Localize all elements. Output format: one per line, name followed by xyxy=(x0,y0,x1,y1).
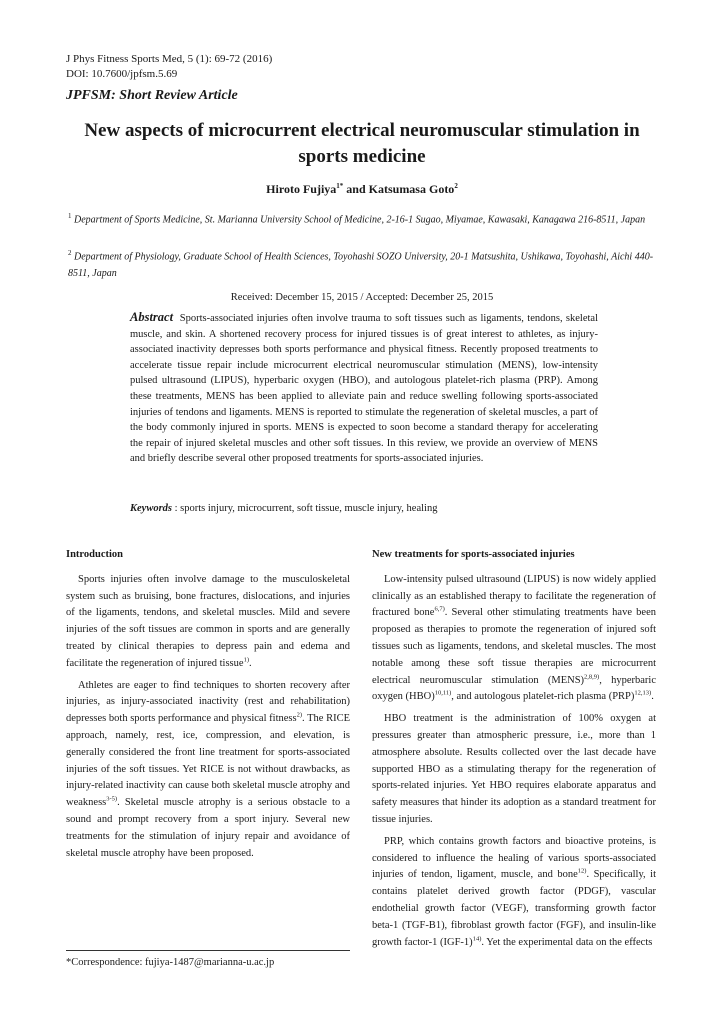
paragraph-text: PRP, which contains growth factors and bioactive proteins, is considered to influence the healing of various sports-associated injuries of tendon, ligament, muscle, and bone xyxy=(372,835,656,881)
author-name: Hiroto Fujiya xyxy=(266,182,337,196)
keywords-text: : sports injury, microcurrent, soft tissue, muscle injury, healing xyxy=(172,503,438,514)
correspondence-footnote: *Correspondence: fujiya-1487@marianna-u.ac.jp xyxy=(66,957,275,968)
section-heading-introduction: Introduction xyxy=(66,549,123,560)
paragraph-text: . Skeletal muscle atrophy is a serious obstacle to a sound and prompt recovery from a sport injury. Several new treatments for the stimulation of injury repair and avoidance of skeletal muscle atrophy have been proposed. xyxy=(66,797,350,859)
footnote-divider xyxy=(66,950,350,951)
left-column xyxy=(66,547,350,867)
reference-mark: 6,7) xyxy=(434,605,445,613)
abstract xyxy=(130,310,598,467)
paper-title: New aspects of microcurrent electrical neuromuscular stimulation in sports medicine xyxy=(84,120,640,167)
paragraph-text: Athletes are eager to find techniques to shorten recovery after injuries, as injury-associated inactivity (rest and rehabilitation) depresses both sports performance and physical fitness xyxy=(66,679,350,725)
paragraph-text: Low-intensity pulsed ultrasound (LIPUS) is now widely applied clinically as an established therapy to facilitate the regeneration of fractured bone xyxy=(372,573,656,619)
paragraph xyxy=(372,572,656,706)
paragraph-text: . Yet the experimental data on the effects xyxy=(481,936,653,948)
reference-mark: 1) xyxy=(243,656,249,664)
section-heading-new-treatments: New treatments for sports-associated injuries xyxy=(372,549,575,560)
paragraph-text: . Specifically, it contains platelet derived growth factor (PDGF), vascular endothelial growth factor (VEGF), transforming growth factor beta-1 (TGF-B1), fibroblast growth factor (FGF), and insulin-like growth factor-1 (IGF-1) xyxy=(372,869,656,948)
author-list xyxy=(0,182,724,197)
paragraph-text: . xyxy=(248,657,252,669)
article-type: JPFSM: Short Review Article xyxy=(66,88,238,103)
abstract-text: Sports-associated injuries often involve trauma to soft tissues such as ligaments, tendons, skeletal muscle, and skin. A shortened recovery process for injured tissues is of great interest to athletes, as injury-associated inactivity depresses both sports performance and physical fitness. Recently proposed treatments to accelerate tissue repair include microcurrent electrical neuromuscular stimulation (MENS), low-intensity pulsed ultrasound (LIPUS), hyperbaric oxygen (HBO), and autologous platelet-rich plasma (PRP). Among these treatments, MENS has been applied to alleviate pain and reduce swelling following sports-associated injuries of tendons and ligaments. MENS is reported to stimulate the regeneration of skeletal muscles, a part of the body commonly injured in sports. MENS is expected to soon become a standard therapy for accelerating the repair of injured skeletal muscles and other soft tissues. In this review, we provide an overview of MENS and briefly describe several other proposed treatments for sports-associated injuries. xyxy=(130,313,598,465)
received-accepted-dates: Received: December 15, 2015 / Accepted: December 25, 2015 xyxy=(230,292,494,303)
abstract-label: Abstract xyxy=(130,310,174,324)
reference-mark: 2,8,9) xyxy=(584,673,600,681)
affiliation-mark: 1 xyxy=(68,212,72,220)
paragraph-text: . Several other stimulating treatments have been proposed as therapies to promote the regeneration of injured soft tissues such as ligaments, tendons, and skeletal muscles. The most notable among these soft tissue therapies are microcurrent electrical neuromuscular stimulation (MENS) xyxy=(372,607,656,686)
author-name: Katsumasa Goto xyxy=(368,182,455,196)
author-affiliation-mark: 2 xyxy=(454,182,458,190)
keywords-label: Keywords xyxy=(130,503,172,514)
paragraph-text: . xyxy=(651,691,654,703)
keywords xyxy=(130,503,598,514)
reference-mark: 10,11) xyxy=(434,689,452,697)
affiliation xyxy=(68,245,660,282)
reference-mark: 2) xyxy=(296,711,302,719)
doi: DOI: 10.7600/jpfsm.5.69 xyxy=(66,68,178,80)
paragraph xyxy=(66,572,350,673)
right-column xyxy=(372,547,656,956)
paragraph-text: , hyperbaric oxygen (HBO) xyxy=(372,674,656,703)
journal-header xyxy=(66,52,272,82)
paragraph-text: Sports injuries often involve damage to the musculoskeletal system such as bruising, bone fractures, dislocations, and injuries of the ligaments, tendons, and skeletal muscles. Mild and severe injuries of the soft tissues are common in sports and are generally treated by clinical therapies to depress pain and edema and facilitate the regeneration of injured tissue xyxy=(66,573,350,669)
reference-mark: 12,13) xyxy=(634,689,652,697)
reference-mark: 12) xyxy=(577,867,587,875)
affiliation xyxy=(68,208,660,228)
affiliation-text: Department of Sports Medicine, St. Marianna University School of Medicine, 2-16-1 Sugao, Miyamae, Kawasaki, Kanagawa 216-8511, Japan xyxy=(74,214,646,226)
affiliation-mark: 2 xyxy=(68,249,72,257)
affiliation-text: Department of Physiology, Graduate School of Health Sciences, Toyohashi SOZO University, 20-1 Matsushita, Ushikawa, Toyohashi, Aichi 440-8511, Japan xyxy=(68,251,654,280)
author-separator: and xyxy=(343,182,369,196)
paragraph xyxy=(372,834,656,952)
paragraph xyxy=(66,678,350,863)
reference-mark: 3-5) xyxy=(106,795,118,803)
journal-citation: J Phys Fitness Sports Med, 5 (1): 69-72 (2016) xyxy=(66,53,273,65)
paragraph: HBO treatment is the administration of 100% oxygen at pressures greater than atmospheric pressure, i.e., more than 1 atmosphere absolute. Results collected over the last decade have supported HBO as a stimulating therapy for the regeneration of sports-related injuries. Yet HBO requires elaborate apparatus and safety measures that hinder its adoption as a standard treatment for tissue injuries. xyxy=(372,713,656,825)
author-affiliation-mark: 1* xyxy=(336,182,344,190)
paragraph-text: , and autologous platelet-rich plasma (PRP) xyxy=(451,691,635,703)
reference-mark: 14) xyxy=(472,935,482,943)
paragraph-text: . The RICE approach, namely, rest, ice, compression, and elevation, is generally considered the front line treatment for sports-associated injuries of the soft tissues. Yet RICE is not without drawbacks, as injury-related inactivity can cause both skeletal muscle atrophy and weakness xyxy=(66,713,350,809)
